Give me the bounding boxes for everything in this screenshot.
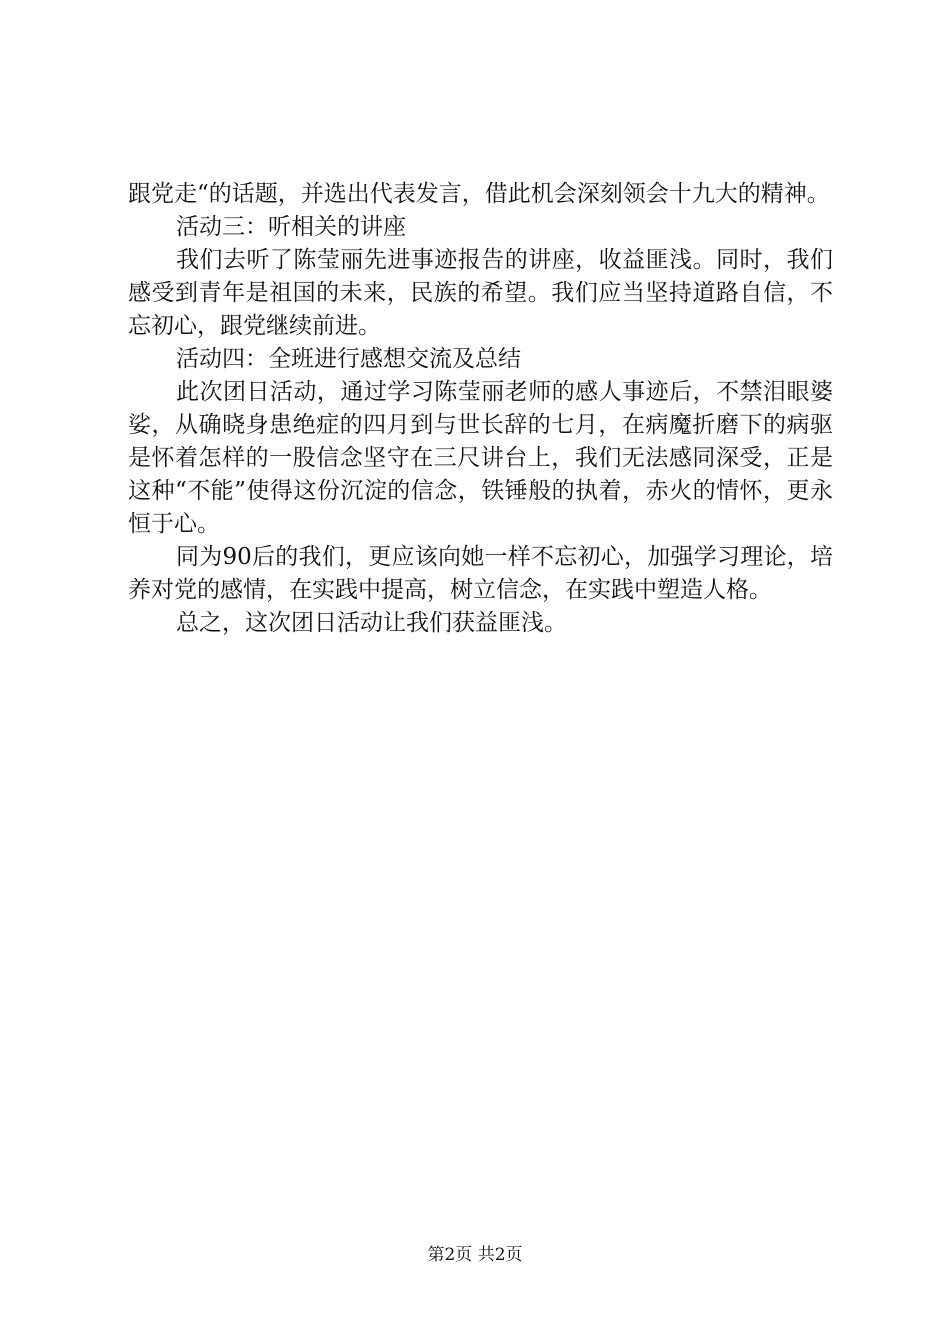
paragraph-post90s: 同为90后的我们，更应该向她一样不忘初心，加强学习理论，培养对党的感情，在实践中提高，树立信念，在实践中塑造人格。 [128,544,833,603]
paragraph-activity-four-heading: 活动四：全班进行感想交流及总结 [176,346,521,372]
paragraph-lecture: 我们去听了陈莹丽先进事迹报告的讲座，收益匪浅。同时，我们感受到青年是祖国的未来，民族的希望。我们应当坚持道路自信，不忘初心，跟党继续前进。 [128,247,833,339]
document-body [128,178,833,640]
paragraph-activity-three-heading: 活动三：听相关的讲座 [176,214,406,240]
paragraph-reflection: 此次团日活动，通过学习陈莹丽老师的感人事迹后，不禁泪眼婆娑，从确晓身患绝症的四月到与世长辞的七月，在病魔折磨下的病驱是怀着怎样的一股信念坚守在三尺讲台上，我们无法感同深受，正是这种“不能”使得这份沉淀的信念，铁锤般的执着，赤火的情怀，更永恒于心。 [128,379,833,537]
paragraph-conclusion: 总之，这次团日活动让我们获益匪浅。 [176,610,567,636]
paragraph-continuation: 跟党走“的话题，并选出代表发言，借此机会深刻领会十九大的精神。 [128,181,830,207]
page-footer: 第2页 共2页 [427,1245,523,1265]
